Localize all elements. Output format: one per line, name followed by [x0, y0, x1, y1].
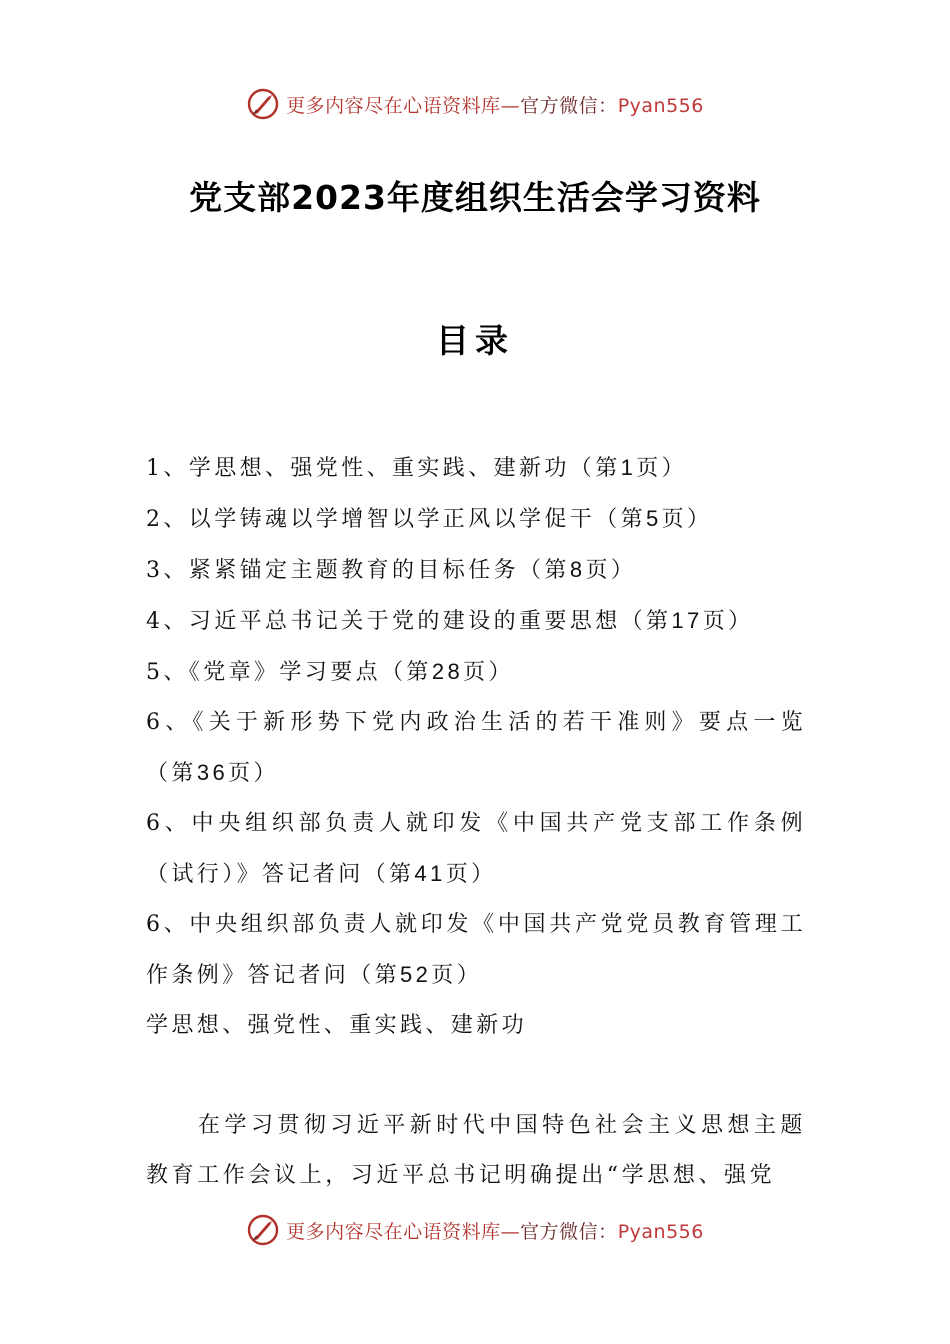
- toc-heading: 目录: [436, 321, 514, 360]
- toc-page-number: 5: [646, 506, 662, 531]
- toc-page-number: 52: [400, 962, 432, 987]
- watermark-banner-bottom: [0, 1210, 950, 1250]
- document-body: [146, 443, 806, 1201]
- toc-page-number: 1: [620, 455, 637, 480]
- watermark-slogan: 更多内容尽在心语资料库—: [286, 94, 521, 117]
- body-paragraph: 在学习贯彻习近平新时代中国特色社会主义思想主题教育工作会议上，习近平总书记明确提出“学思想、强党: [146, 1113, 806, 1188]
- watermark-handle: Pyan556: [617, 1220, 704, 1243]
- watermark-wechat-label: 官方微信：: [520, 94, 618, 117]
- toc-item: 2、以学铸魂以学增智以学正风以学促干（第5页）: [146, 506, 713, 532]
- toc-page-number: 28: [431, 659, 464, 684]
- watermark-wechat-label: 官方微信：: [520, 1220, 618, 1243]
- toc-page-number: 17: [671, 608, 703, 633]
- toc-page-number: 8: [569, 557, 586, 582]
- watermark-banner-top: [0, 84, 950, 124]
- toc-item: 6、中央组织部负责人就印发《中国共产党党员教育管理工作条例》答记者问（第52页）: [146, 912, 806, 988]
- section-heading: 学思想、强党性、重实践、建新功: [146, 1013, 528, 1038]
- watermark-slogan: 更多内容尽在心语资料库—: [286, 1220, 521, 1243]
- toc-item: 6、中央组织部负责人就印发《中国共产党支部工作条例（试行）》答记者问（第41页）: [146, 811, 806, 887]
- quill-pen-logo-icon: [246, 87, 280, 121]
- toc-item: 1、学思想、强党性、重实践、建新功（第1页）: [146, 455, 688, 481]
- document-title: 党支部2023年度组织生活会学习资料: [189, 178, 761, 217]
- toc-item: 4、习近平总书记关于党的建设的重要思想（第17页）: [146, 608, 754, 634]
- toc-item: 5、《党章》学习要点（第28页）: [146, 659, 514, 685]
- quill-pen-logo-icon: [246, 1213, 280, 1247]
- toc-page-number: 36: [196, 760, 229, 785]
- toc-item: 3、紧紧锚定主题教育的目标任务（第8页）: [146, 557, 637, 583]
- watermark-text: [286, 91, 704, 118]
- watermark-text: [286, 1217, 704, 1244]
- toc-page-number: 41: [414, 861, 446, 886]
- toc-item: 6、《关于新形势下党内政治生活的若干准则》要点一览（第36页）: [146, 710, 806, 786]
- watermark-handle: Pyan556: [617, 94, 704, 117]
